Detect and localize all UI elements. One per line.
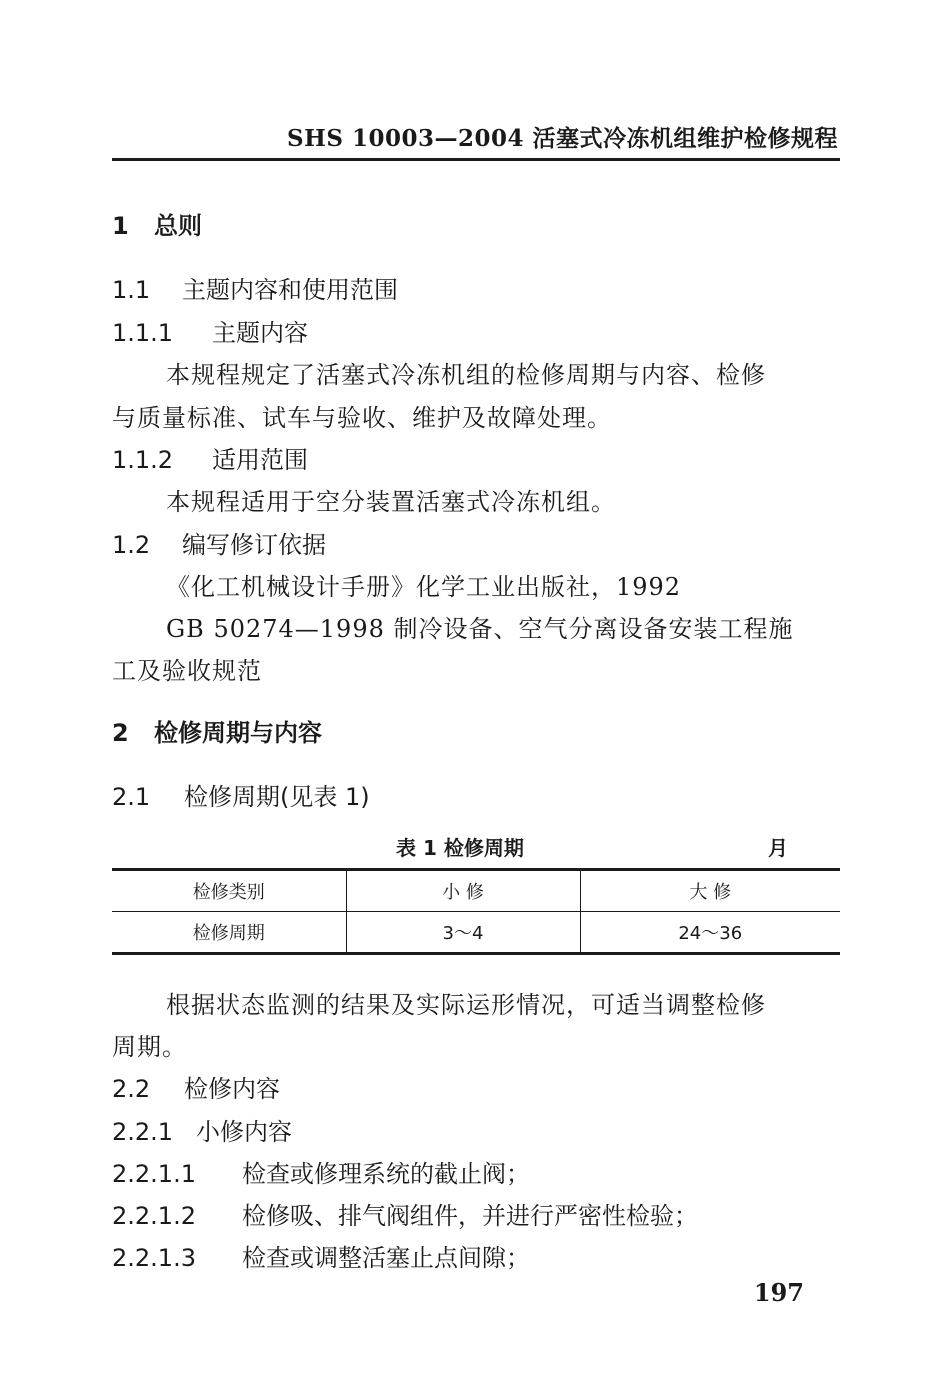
section-title: 检修周期(见表 1) <box>184 783 370 811</box>
header-rule <box>112 158 840 161</box>
maintenance-cycle-table <box>112 868 840 955</box>
paragraph-line: 本规程适用于空分装置活塞式冷冻机组。 <box>166 488 616 516</box>
table-header-cell: 小 修 <box>346 870 580 912</box>
section-1-heading <box>112 206 202 241</box>
table-cell: 检修周期 <box>112 912 346 954</box>
item-text: 检查或修理系统的截止阀； <box>242 1160 530 1188</box>
paragraph-line: 周期。 <box>112 1033 187 1061</box>
running-header: SHS 10003—2004 活塞式冷冻机组维护检修规程 <box>287 125 838 152</box>
table-cell: 24～36 <box>580 912 840 954</box>
table-header-row <box>112 870 840 912</box>
table-cell: 3～4 <box>346 912 580 954</box>
section-2-2-heading <box>112 1069 280 1104</box>
reference-line: GB 50274—1998 制冷设备、空气分离设备安装工程施 <box>166 615 794 643</box>
table-header-cell: 检修类别 <box>112 870 346 912</box>
item-text: 检查或调整活塞止点间隙； <box>242 1244 530 1272</box>
table-caption: 表 1 检修周期 <box>396 836 524 860</box>
item-number: 2.2.1.3 <box>112 1244 196 1272</box>
section-title: 总则 <box>154 212 202 240</box>
section-number: 1.1 <box>112 276 151 304</box>
section-title: 检修内容 <box>184 1075 280 1103</box>
section-2-2-1-heading <box>112 1112 292 1147</box>
list-item <box>112 1154 530 1189</box>
section-1-2-heading <box>112 525 326 560</box>
section-title: 适用范围 <box>212 446 308 474</box>
list-item <box>112 1238 530 1273</box>
section-2-heading <box>112 713 322 748</box>
section-number: 2.2.1 <box>112 1118 174 1146</box>
section-number: 2 <box>112 719 129 747</box>
section-title: 编写修订依据 <box>182 531 326 559</box>
table-row <box>112 912 840 954</box>
section-1-1-1-heading <box>112 313 308 348</box>
item-number: 2.2.1.2 <box>112 1202 196 1230</box>
section-1-1-2-heading <box>112 440 308 475</box>
item-number: 2.2.1.1 <box>112 1160 196 1188</box>
table-header-cell: 大 修 <box>580 870 840 912</box>
section-title: 小修内容 <box>196 1118 292 1146</box>
paragraph-line: 本规程规定了活塞式冷冻机组的检修周期与内容、检修 <box>166 361 766 389</box>
section-2-1-heading <box>112 777 370 812</box>
section-number: 1.1.2 <box>112 446 174 474</box>
section-title: 检修周期与内容 <box>154 719 322 747</box>
section-title: 主题内容 <box>212 319 308 347</box>
paragraph-line: 根据状态监测的结果及实际运形情况，可适当调整检修 <box>166 991 766 1019</box>
reference-line: 《化工机械设计手册》化学工业出版社，1992 <box>166 573 682 601</box>
page-number: 197 <box>753 1278 804 1307</box>
section-number: 2.1 <box>112 783 151 811</box>
list-item <box>112 1196 698 1231</box>
section-number: 1.1.1 <box>112 319 174 347</box>
section-number: 1 <box>112 212 129 240</box>
table-unit: 月 <box>768 836 788 860</box>
item-text: 检修吸、排气阀组件，并进行严密性检验； <box>242 1202 698 1230</box>
section-1-1-heading <box>112 270 398 305</box>
section-number: 2.2 <box>112 1075 151 1103</box>
section-title: 主题内容和使用范围 <box>182 276 398 304</box>
paragraph-line: 与质量标准、试车与验收、维护及故障处理。 <box>112 404 612 432</box>
reference-line: 工及验收规范 <box>112 657 262 685</box>
section-number: 1.2 <box>112 531 151 559</box>
